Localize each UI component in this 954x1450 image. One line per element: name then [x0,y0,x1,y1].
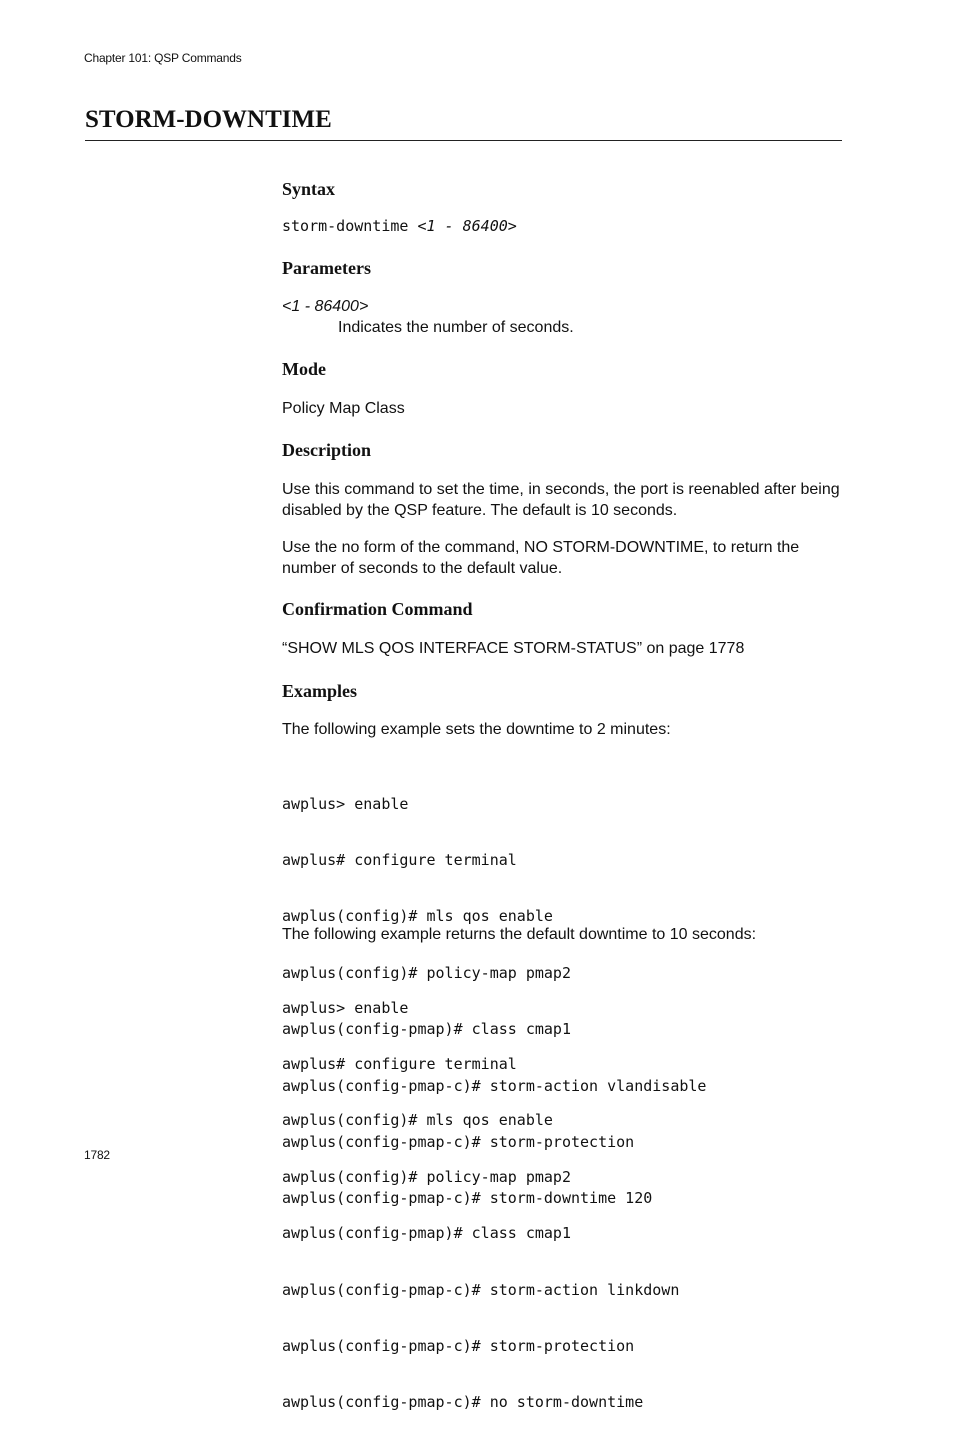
example-2-intro: The following example returns the default downtime to 10 seconds: [282,926,757,943]
running-header: Chapter 101: QSP Commands [84,51,242,65]
code-line: awplus(config-pmap-c)# storm-protection [282,1132,635,1151]
code-line: awplus(config-pmap-c)# storm-action linkdown [282,1280,680,1299]
code-line: awplus(config-pmap-c)# storm-downtime 120 [282,1189,653,1208]
code-line: awplus(config-pmap)# class cmap1 [282,1020,571,1039]
parameter-description: Indicates the number of seconds. [338,319,574,336]
code-line: awplus(config)# policy-map pmap2 [282,963,571,982]
code-line: awplus> enable [282,998,409,1017]
parameters-heading: Parameters [282,258,371,278]
examples-heading: Examples [282,681,358,701]
mode-heading: Mode [282,359,326,379]
code-line: awplus(config)# mls qos enable [282,1111,553,1130]
syntax-heading: Syntax [282,179,336,199]
page-title: STORM-DOWNTIME [85,106,332,133]
code-line: awplus(config)# policy-map pmap2 [282,1167,571,1186]
confirmation-heading: Confirmation Command [282,599,473,619]
code-line: awplus(config-pmap)# class cmap1 [282,1224,571,1243]
code-line: awplus> enable [282,794,409,813]
description-heading: Description [282,440,371,460]
syntax-line [282,216,517,236]
code-line: awplus# configure terminal [282,850,517,869]
code-line: awplus(config-pmap-c)# storm-protection [282,1336,635,1355]
confirmation-link[interactable]: “SHOW MLS QOS INTERFACE STORM-STATUS” on page 1778 [282,640,745,657]
example-2-code [282,961,679,1450]
syntax-command: storm-downtime [282,217,418,235]
description-paragraph-1: Use this command to set the time, in seconds, the port is reenabled after being disabled by the QSP feature. The default is 10 seconds. [282,481,840,519]
parameter-term: <1 - 86400> [282,298,369,315]
example-1-intro: The following example sets the downtime to 2 minutes: [282,721,671,738]
code-line: awplus# configure terminal [282,1054,517,1073]
description-paragraph-2: Use the no form of the command, NO STORM-DOWNTIME, to return the number of seconds to the default value. [282,539,800,577]
mode-text: Policy Map Class [282,400,405,417]
code-line: awplus(config-pmap-c)# storm-action vlandisable [282,1076,707,1095]
code-line: awplus(config)# mls qos enable [282,907,553,926]
title-rule [85,140,842,141]
syntax-argument: <1 - 86400> [417,217,517,235]
code-line: awplus(config-pmap-c)# no storm-downtime [282,1393,644,1412]
page-number: 1782 [84,1148,110,1162]
